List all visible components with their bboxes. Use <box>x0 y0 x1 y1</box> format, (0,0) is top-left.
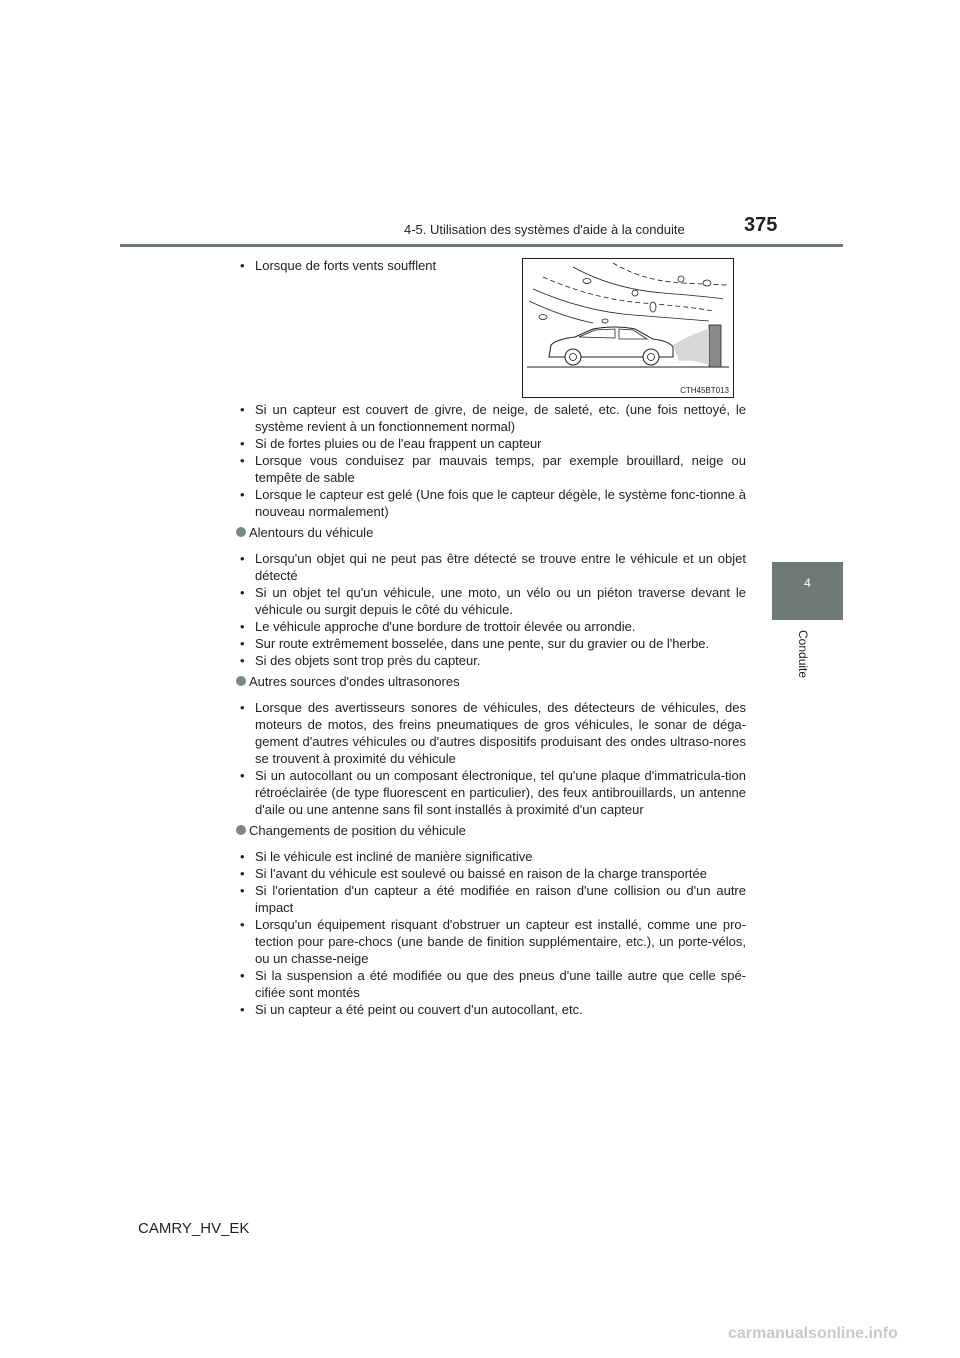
bullet-group-1 <box>238 257 746 274</box>
list-item: • Lorsque vous conduisez par mauvais temps, par exemple brouillard, neige ou tempête de sable <box>240 452 746 486</box>
list-item: • Lorsque des avertisseurs sonores de véhicules, des détecteurs de véhicules, des moteurs de motos, des freins pneumatiques de gros véhicules, le sonar de déga-gement d'autres véhicules ou d'autres dispositifs produisant des ondes ultraso-nores se trouvent à proximité du véhicule <box>240 699 746 767</box>
section-heading-text: Changements de position du véhicule <box>249 823 466 838</box>
chapter-tab-number: 4 <box>804 576 811 590</box>
list-item: • Lorsque le capteur est gelé (Une fois que le capteur dégèle, le système fonc-tionne à nouveau normalement) <box>240 486 746 520</box>
bullet-group-2 <box>238 401 746 520</box>
list-item: • Si un autocollant ou un composant électronique, tel qu'une plaque d'immatricula-tion rétroéclairée (de type fluorescent en particulier), des feux antibrouillards, un antenne d'aile ou une antenne sans fil sont installés à proximité d'un capteur <box>240 767 746 818</box>
list-item: • Lorsqu'un équipement risquant d'obstruer un capteur est installé, comme une pro-tection pour pare-chocs (une bande de finition supplémentaire, etc.), un porte-vélos, ou un chasse-neige <box>240 916 746 967</box>
chapter-tab <box>772 562 843 620</box>
footer-model-code: CAMRY_HV_EK <box>138 1220 250 1237</box>
list-item: • Si un objet tel qu'un véhicule, une moto, un vélo ou un piéton traverse devant le véhicule ou surgit depuis le côté du véhicule. <box>240 584 746 618</box>
heading-dot-icon <box>236 676 246 686</box>
list-item: • Si l'orientation d'un capteur a été modifiée en raison d'une collision ou d'un autre impact <box>240 882 746 916</box>
heading-dot-icon <box>236 825 246 835</box>
list-item: • Lorsque de forts vents soufflent <box>240 257 746 274</box>
bullet-group-5 <box>238 848 746 1018</box>
section-heading <box>236 822 746 839</box>
content <box>238 250 746 1018</box>
figure-code: CTH45BT013 <box>680 386 729 395</box>
list-item: • Si un capteur est couvert de givre, de neige, de saleté, etc. (une fois nettoyé, le système revient à un fonctionnement normal) <box>240 401 746 435</box>
list-item: • Le véhicule approche d'une bordure de trottoir élevée ou arrondie. <box>240 618 746 635</box>
list-item: • Sur route extrêmement bosselée, dans une pente, sur du gravier ou de l'herbe. <box>240 635 746 652</box>
bullet-group-3 <box>238 550 746 669</box>
list-item: • Lorsqu'un objet qui ne peut pas être détecté se trouve entre le véhicule et un objet détecté <box>240 550 746 584</box>
section-heading <box>236 524 746 541</box>
list-item: • Si un capteur a été peint ou couvert d'un autocollant, etc. <box>240 1001 746 1018</box>
section-heading <box>236 673 746 690</box>
header-title: 4-5. Utilisation des systèmes d'aide à la conduite <box>404 222 685 237</box>
header-rule <box>120 244 843 247</box>
list-item: • Si des objets sont trop près du capteur. <box>240 652 746 669</box>
chapter-tab-label: Conduite <box>796 630 810 679</box>
list-item: • Si l'avant du véhicule est soulevé ou baissé en raison de la charge transportée <box>240 865 746 882</box>
section-heading-text: Alentours du véhicule <box>249 525 374 540</box>
list-item: • Si le véhicule est incliné de manière significative <box>240 848 746 865</box>
watermark: carmanualsonline.info <box>728 1325 898 1342</box>
bullet-group-4 <box>238 699 746 818</box>
heading-dot-icon <box>236 527 246 537</box>
page-number: 375 <box>744 214 778 236</box>
list-item: • Si de fortes pluies ou de l'eau frappent un capteur <box>240 435 746 452</box>
list-item: • Si la suspension a été modifiée ou que des pneus d'une taille autre que celle spé-cifiée sont montés <box>240 967 746 1001</box>
section-heading-text: Autres sources d'ondes ultrasonores <box>249 674 460 689</box>
